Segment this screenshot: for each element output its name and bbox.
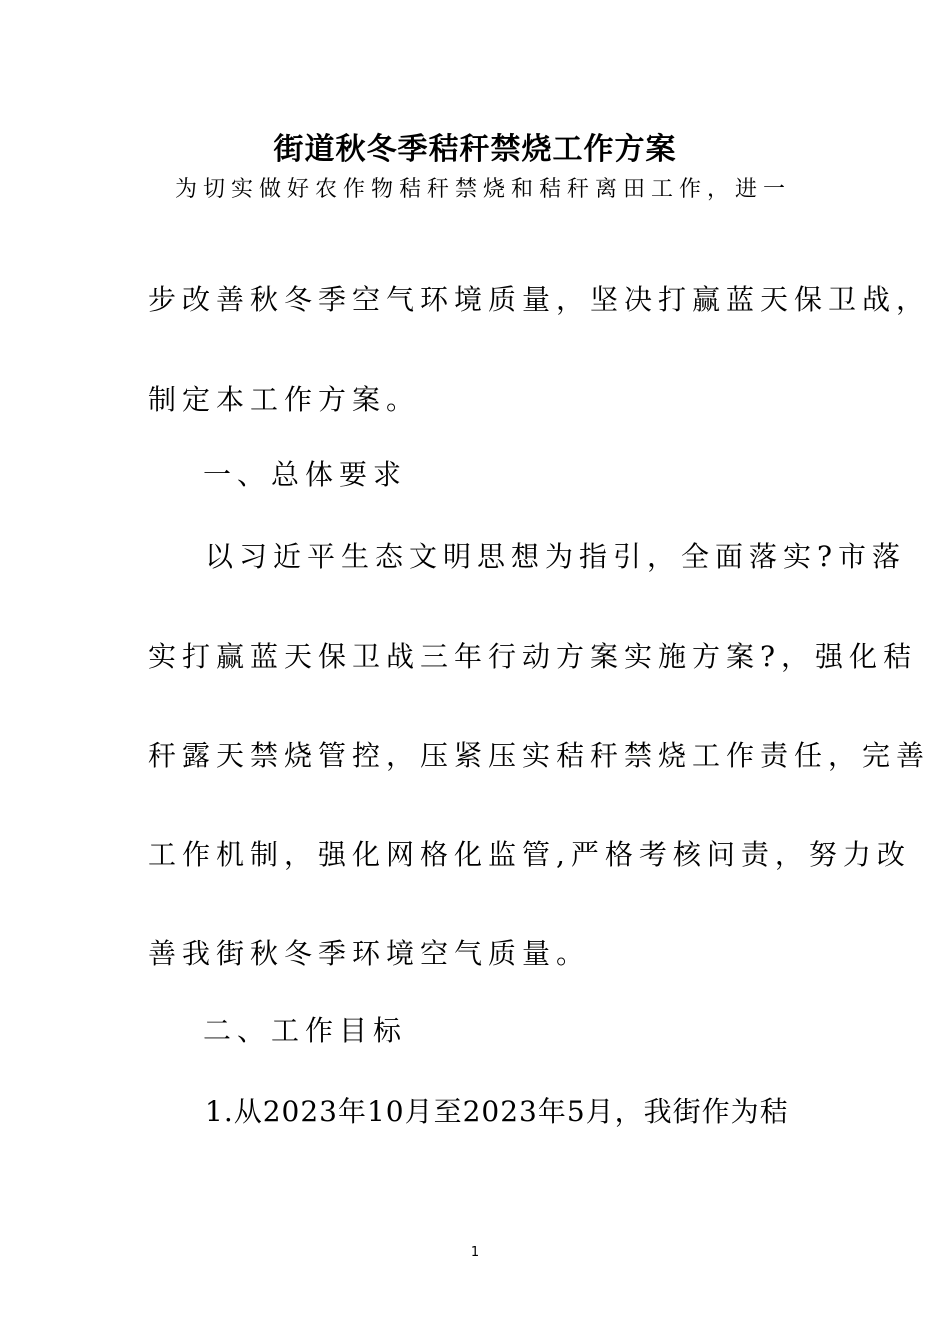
line-text: 实打赢蓝天保卫战三年行动方案实施方案?，强化秸 xyxy=(148,640,918,673)
paragraph-line xyxy=(148,835,911,875)
line-text: 以习近平生态文明思想为指引，全面落实?市落 xyxy=(205,540,907,573)
paragraph-line xyxy=(205,537,907,577)
paragraph-line xyxy=(148,280,931,320)
line-text: 1.从2023年10月至2023年5月，我街作为秸 xyxy=(205,1095,789,1128)
heading-text: 一、总体要求 xyxy=(203,458,408,491)
paragraph-line xyxy=(148,637,918,677)
paragraph-line xyxy=(205,1092,808,1132)
section-heading xyxy=(203,1011,863,1051)
section-heading xyxy=(203,455,863,495)
paragraph-line xyxy=(175,170,808,210)
line-text: 为切实做好农作物秸秆禁烧和秸秆离田工作，进一 xyxy=(175,177,792,202)
paragraph-line xyxy=(148,380,808,420)
line-text: 善我街秋冬季环境空气质量。 xyxy=(148,937,591,970)
line-text: 工作机制，强化网格化监管,严格考核问责，努力改 xyxy=(148,838,911,871)
document-title: 街道秋冬季秸秆禁烧工作方案 xyxy=(273,132,677,167)
line-text: 制定本工作方案。 xyxy=(148,383,421,416)
paragraph-line xyxy=(148,736,931,776)
page-number: 1 xyxy=(470,1245,480,1260)
paragraph-line xyxy=(148,934,808,974)
heading-text: 二、工作目标 xyxy=(203,1014,408,1047)
line-text: 秆露天禁烧管控，压紧压实秸秆禁烧工作责任，完善 xyxy=(148,739,931,772)
line-text: 步改善秋冬季空气环境质量，坚决打赢蓝天保卫战， xyxy=(148,283,931,316)
